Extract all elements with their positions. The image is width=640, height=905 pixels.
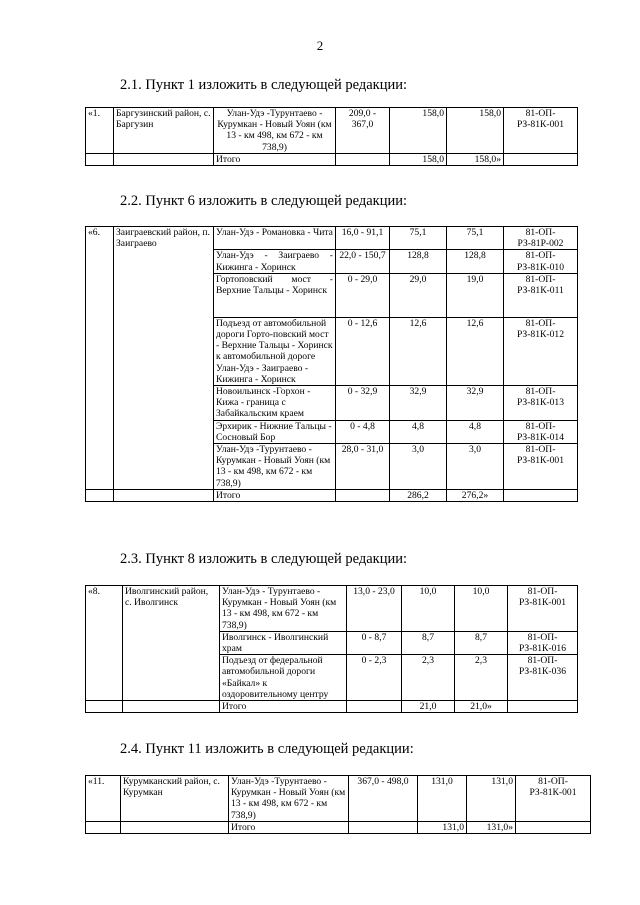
- km-range: 0 - 29,0: [336, 273, 390, 317]
- road-code: 81-ОП-РЗ-81К-013: [504, 386, 578, 421]
- road-table-4: [85, 775, 591, 834]
- road-code: 81-ОП-РЗ-81К-014: [504, 420, 578, 443]
- road-name: Улан-Удэ -Турунтаево - Курумкан - Новый Уоян (км 13 - км 498, км 672 - км 738,9): [214, 444, 336, 490]
- total-value: 286,2: [390, 489, 447, 501]
- road-name: Улан-Удэ - Романовка - Чита: [214, 227, 336, 250]
- length-value: 4,8: [447, 420, 504, 443]
- total-row: [86, 821, 591, 833]
- road-code: 81-ОП-РЗ-81К-001: [508, 586, 578, 632]
- item-number: «1.: [86, 108, 114, 154]
- table-row: [86, 108, 578, 154]
- km-range: 367,0 - 498,0: [349, 776, 418, 822]
- total-label: Итого: [214, 489, 336, 501]
- road-code: 81-ОП-РЗ-81К-001: [504, 108, 578, 154]
- km-range: 16,0 - 91,1: [336, 227, 390, 250]
- length-value: 158,0: [447, 108, 504, 154]
- section-heading-2-4: 2.4. Пункт 11 изложить в следующей редакции:: [120, 741, 414, 757]
- length-value: 19,0: [447, 273, 504, 317]
- total-label: Итого: [220, 701, 347, 713]
- km-range: 0 - 2,3: [347, 655, 402, 701]
- table-row: [86, 776, 591, 822]
- total-value: 131,0: [418, 821, 467, 833]
- length-value: 3,0: [390, 444, 447, 490]
- total-value: 276,2»: [447, 489, 504, 501]
- road-code: 81-ОП-РЗ-81К-011: [504, 273, 578, 317]
- length-value: 2,3: [455, 655, 508, 701]
- road-code: 81-ОП-РЗ-81К-001: [504, 444, 578, 490]
- road-name: Улан-Удэ -Турунтаево - Курумкан - Новый Уоян (км 13 - км 498, км 672 - км 738,9): [229, 776, 349, 822]
- district-cell: Курумканский район, с. Курумкан: [121, 776, 229, 822]
- road-code: 81-ОП-РЗ-81К-010: [504, 250, 578, 273]
- length-value: 12,6: [390, 317, 447, 385]
- section-heading-2-1: 2.1. Пункт 1 изложить в следующей редакции:: [120, 77, 408, 93]
- item-number: «6.: [86, 227, 114, 490]
- road-name: Эрхирик - Нижние Тальцы - Сосновый Бор: [214, 420, 336, 443]
- length-value: 8,7: [402, 631, 455, 654]
- total-label: Итого: [229, 821, 349, 833]
- total-value: 158,0»: [447, 153, 504, 165]
- length-value: 8,7: [455, 631, 508, 654]
- road-name: Улан-Удэ -Турунтаево - Курумкан - Новый Уоян (км 13 - км 498, км 672 - км 738,9): [214, 108, 336, 154]
- length-value: 32,9: [447, 386, 504, 421]
- district-cell: Иволгинский район, с. Иволгинск: [123, 586, 220, 701]
- km-range: 209,0 - 367,0: [336, 108, 390, 154]
- km-range: 13,0 - 23,0: [347, 586, 402, 632]
- length-value: 158,0: [390, 108, 447, 154]
- length-value: 10,0: [402, 586, 455, 632]
- length-value: 128,8: [447, 250, 504, 273]
- length-value: 2,3: [402, 655, 455, 701]
- length-value: 4,8: [390, 420, 447, 443]
- item-number: «11.: [86, 776, 121, 822]
- road-code: 81-ОП-РЗ-81К-036: [508, 655, 578, 701]
- page-number: 2: [316, 38, 324, 53]
- road-name: Иволгинск - Иволгинский храм: [220, 631, 347, 654]
- length-value: 131,0: [418, 776, 467, 822]
- km-range: 22,0 - 150,7: [336, 250, 390, 273]
- total-row: [86, 153, 578, 165]
- road-code: 81-ОП-РЗ-81К-016: [508, 631, 578, 654]
- km-range: 0 - 32,9: [336, 386, 390, 421]
- road-name: Гортоповский мост - Верхние Тальцы - Хоринск: [214, 273, 336, 317]
- section-heading-2-2: 2.2. Пункт 6 изложить в следующей редакции:: [120, 193, 408, 209]
- road-name: Улан-Удэ - Турунтаево - Курумкан - Новый Уоян (км 13 - км 498, км 672 - км 738,9): [220, 586, 347, 632]
- total-row: [86, 489, 578, 501]
- length-value: 75,1: [390, 227, 447, 250]
- item-number: «8.: [86, 586, 123, 701]
- total-value: 21,0»: [455, 701, 508, 713]
- road-name: Новоильинск -Горхон - Кижа - граница с Забайкальским краем: [214, 386, 336, 421]
- total-value: 158,0: [390, 153, 447, 165]
- length-value: 75,1: [447, 227, 504, 250]
- km-range: 0 - 8,7: [347, 631, 402, 654]
- district-cell: Баргузинский район, с. Баргузин: [114, 108, 214, 154]
- road-code: 81-ОП-РЗ-81К-001: [516, 776, 591, 822]
- road-code: 81-ОП-РЗ-81К-012: [504, 317, 578, 385]
- road-table-1: [85, 107, 578, 166]
- road-name: Подъезд от федеральной автомобильной дороги «Байкал» к оздоровительному центру: [220, 655, 347, 701]
- km-range: 0 - 12,6: [336, 317, 390, 385]
- total-value: 131,0»: [467, 821, 516, 833]
- road-code: 81-ОП-РЗ-81Р-002: [504, 227, 578, 250]
- road-name: Улан-Удэ - Заиграево - Кижинга - Хоринск: [214, 250, 336, 273]
- total-row: [86, 701, 578, 713]
- road-table-2: [85, 226, 578, 502]
- total-value: 21,0: [402, 701, 455, 713]
- length-value: 10,0: [455, 586, 508, 632]
- district-cell: Заиграевский район, п. Заиграево: [114, 227, 214, 490]
- table-row: [86, 227, 578, 250]
- table-row: [86, 586, 578, 632]
- section-heading-2-3: 2.3. Пункт 8 изложить в следующей редакции:: [120, 551, 408, 567]
- km-range: 28,0 - 31,0: [336, 444, 390, 490]
- road-name: Подъезд от автомобильной дороги Горто-повский мост - Верхние Тальцы - Хоринск к автомобильной дороге Улан-Удэ - Заиграево - Кижинга - Хоринск: [214, 317, 336, 385]
- length-value: 3,0: [447, 444, 504, 490]
- length-value: 128,8: [390, 250, 447, 273]
- road-table-3: [85, 585, 578, 713]
- length-value: 131,0: [467, 776, 516, 822]
- length-value: 29,0: [390, 273, 447, 317]
- total-label: Итого: [214, 153, 336, 165]
- length-value: 12,6: [447, 317, 504, 385]
- km-range: 0 - 4,8: [336, 420, 390, 443]
- length-value: 32,9: [390, 386, 447, 421]
